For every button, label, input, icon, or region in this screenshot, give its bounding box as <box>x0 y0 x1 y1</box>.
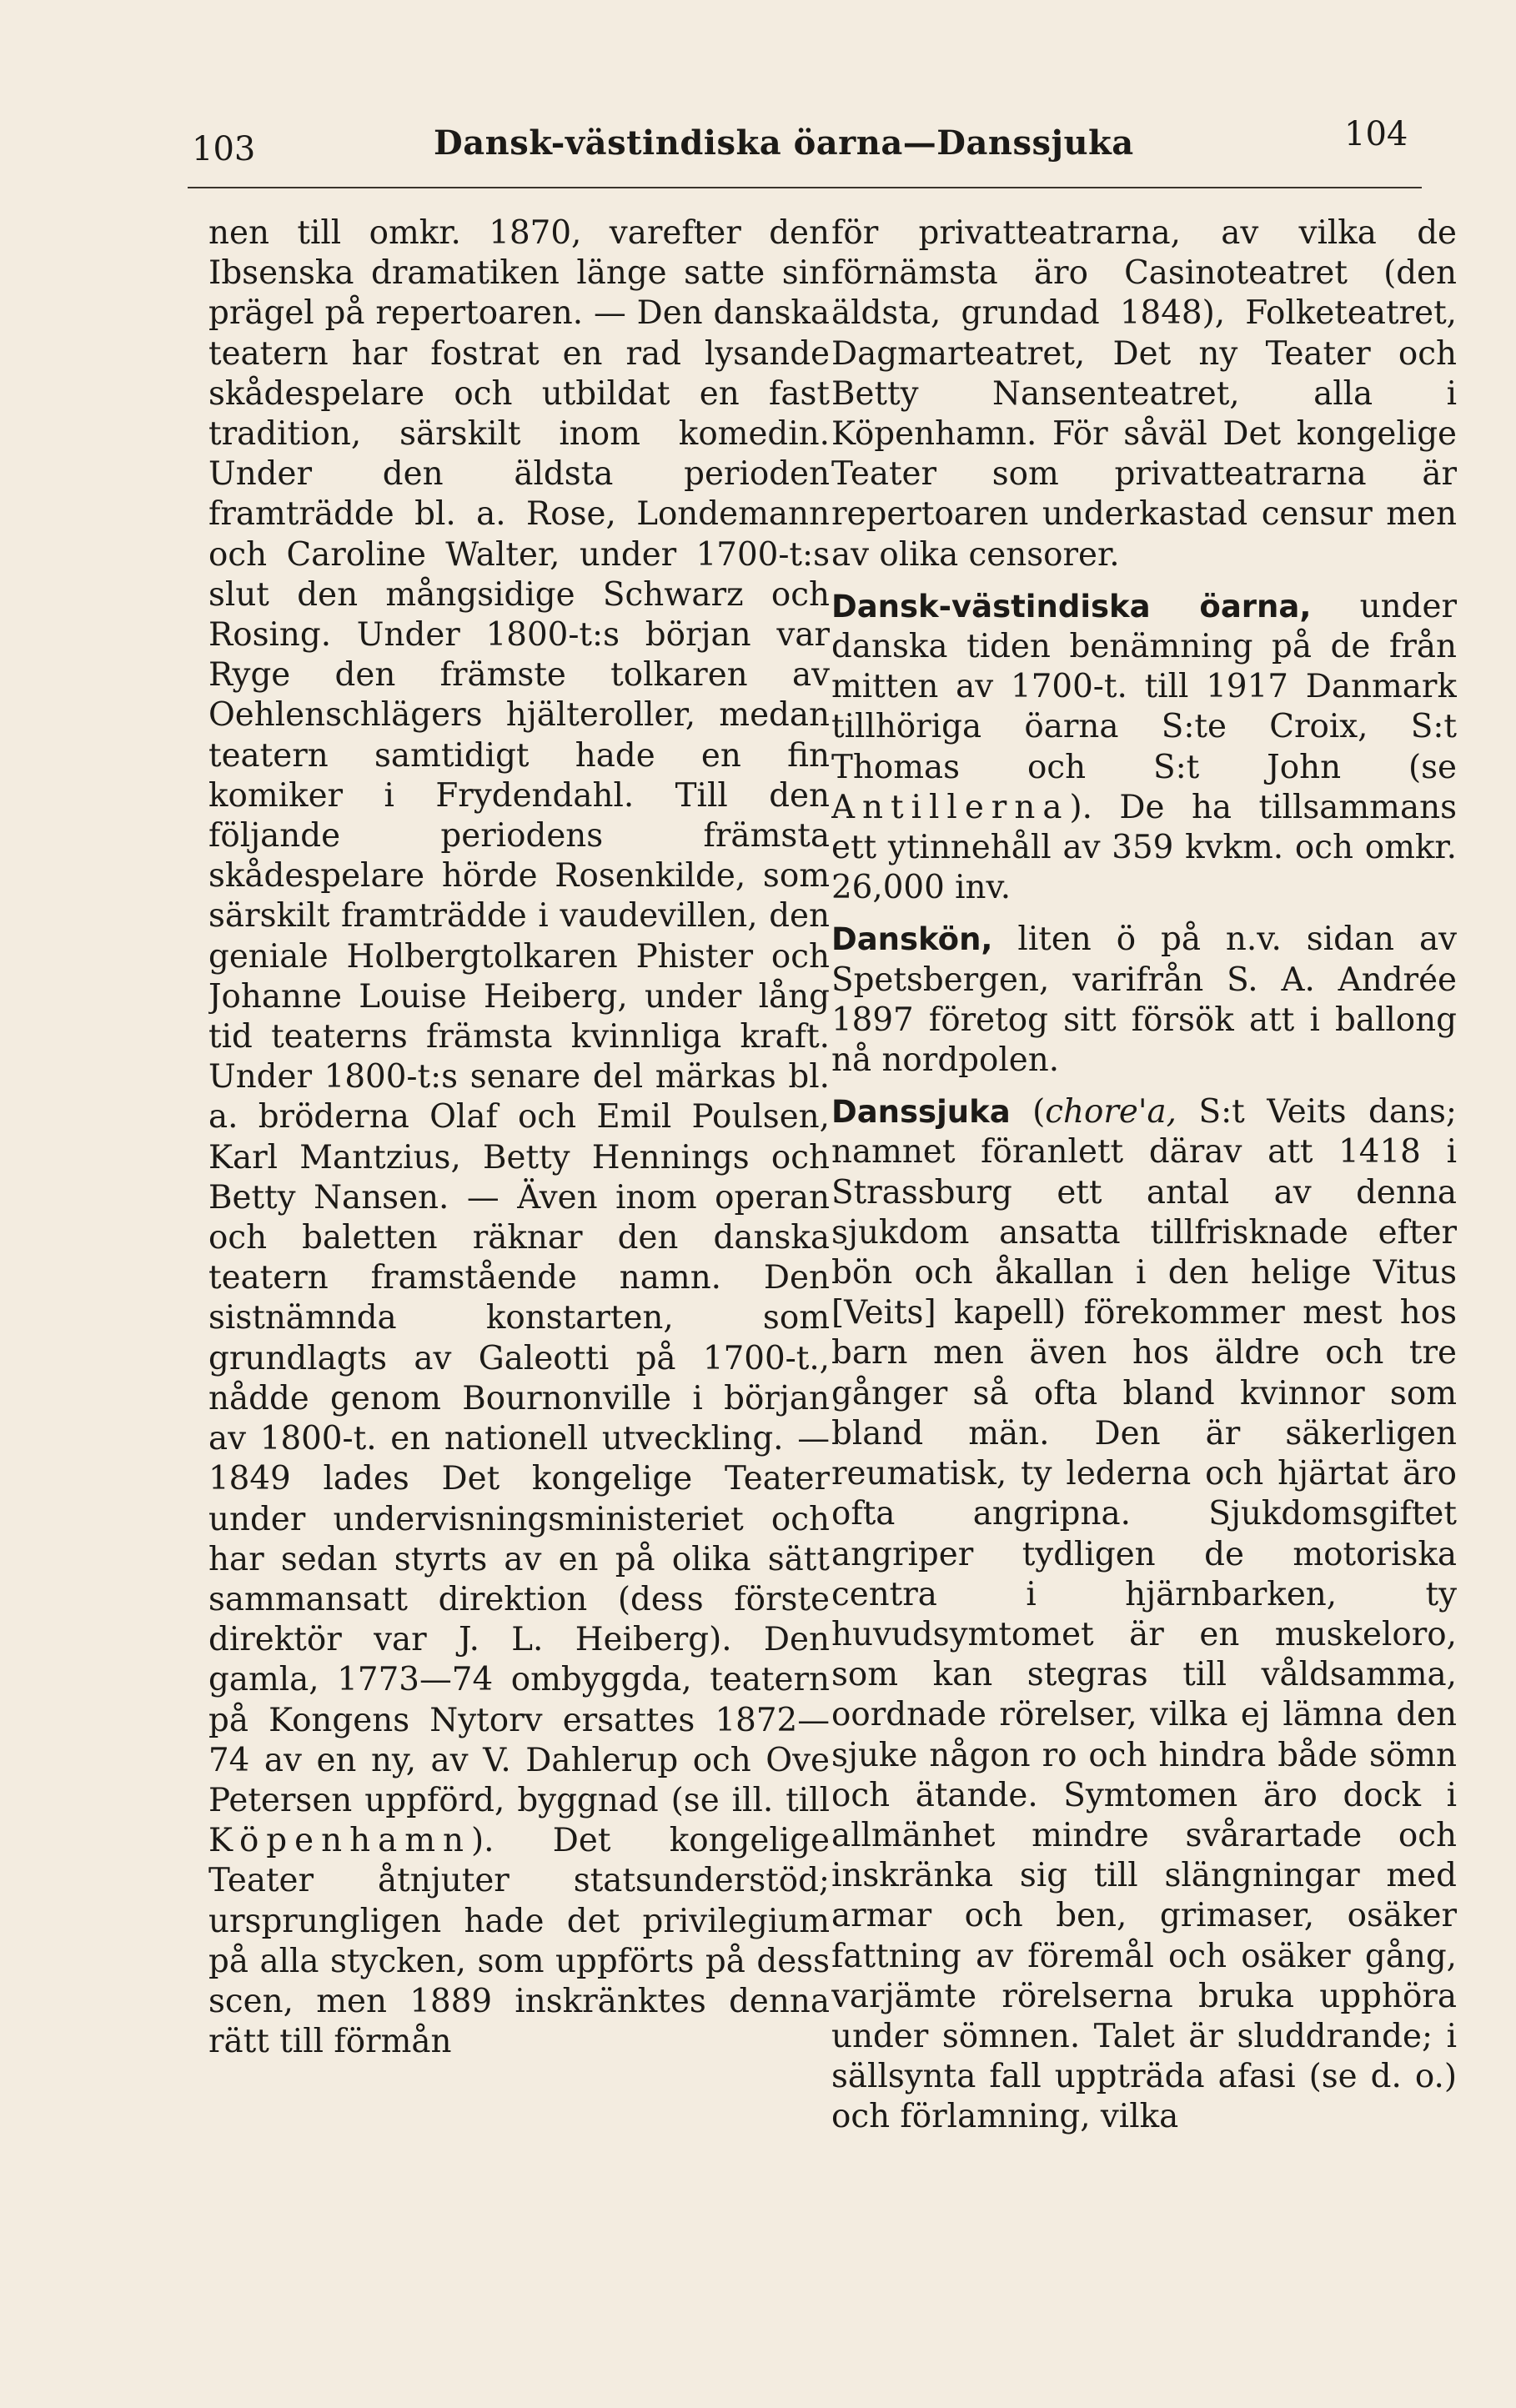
etymology: chore'a, <box>1045 1093 1177 1131</box>
left-text: nen till omkr. 1870, varefter den Ibsenska dramatiken länge satte sin prägel på repertoaren. — Den danska teatern har fostrat en rad lysande skådespelare och utbildat en fast tradition, särskilt inom komedin. Under den äldsta perioden framträdde bl. a. Rose, Londemann och Caroline Walter, under 1700-t:s slut den mångsidige Schwarz och Rosing. Under 1800-t:s början var Ryge den främste tolkaren av Oehlenschlägers hjälteroller, medan teatern samtidigt hade en fin komiker i Frydendahl. Till den följande periodens främsta skådespelare hörde Rosenkilde, som särskilt framträdde i vaudevillen, den geniale Holbergtolkaren Phister och Johanne Louise Heiberg, under lång tid teaterns främsta kvinnliga kraft. Under 1800-t:s senare del märkas bl. a. bröderna Olaf och Emil Poulsen, Karl Mantzius, Betty Hennings och Betty Nansen. — Även inom operan och baletten räknar den danska teatern framstående namn. Den sistnämnda konstarten, som grundlagts av Galeotti på 1700-t., nådde genom Bournonville i början av 1800-t. en nationell utveckling. — 1849 lades Det kongelige Teater under undervisningsministeriet och har sedan styrts av en på olika sätt sammansatt direktion (dess förste direktör var J. L. Heiberg). Den gamla, 1773—74 ombyggda, teatern på Kongens Nytorv ersattes 1872—74 av en ny, av V. Dahlerup och Ove Petersen uppförd, byggnad (se ill. till <box>208 214 830 1819</box>
entry-danssjuka: Danssjuka (chore'a, S:t Veits dans; namnet föranlett därav att 1418 i Strassburg ett antal av denna sjukdom ansatta tillfrisknade efter bön och åkallan i den helige Vitus [Veits] kapell) förekommer mest hos barn men även hos äldre och tre gånger så ofta bland kvinnor som bland män. Den är säkerligen reumatisk, ty lederna och hjärtat äro ofta angripna. Sjukdomsgiftet angriper tydligen de motoriska centra i hjärnbarken, ty huvudsymtomet är en muskeloro, som kan stegras till våldsamma, oordnade rörelser, vilka ej lämna den sjuke någon ro och hindra både sömn och ätande. Symtomen äro dock i allmänhet mindre svårartade och inskränka sig till slängningar med armar och ben, grimaser, osäker fattning av föremål och osäker gång, varjämte rörelserna bruka upphöra under sömnen. Talet är sluddrande; i sällsynta fall uppträda afasi (se d. o.) och förlamning, vilka <box>831 1093 1457 2136</box>
left-column <box>208 213 830 2348</box>
headword: Danssjuka <box>831 1094 1011 1131</box>
headword: Danskön, <box>831 921 993 958</box>
xref-kopenhamn: Köpenhamn <box>208 1822 471 1860</box>
entry-body: under danska tiden benämning på de från mitten av 1700-t. till 1917 Danmark tillhöriga öarna S:te Croix, S:t Thomas och S:t John (se <box>831 587 1457 786</box>
running-header: Dansk-västindiska öarna—Danssjuka <box>434 123 1134 163</box>
right-column <box>831 213 1457 2348</box>
entry-dansk-vastindiska <box>831 587 1457 909</box>
entry-body-after: ). De ha tillsammans ett ytinnehåll av 359 kvkm. och omkr. 26,000 inv. <box>831 788 1457 907</box>
xref-antillerna: Antillerna <box>831 788 1070 826</box>
header-rule <box>188 187 1422 188</box>
left-text-after: ). Det kongelige Teater åtnjuter statsunderstöd; ursprungligen hade det privilegium på alla stycken, som uppförts på dess scen, men 1889 inskränktes denna rätt till förmån <box>208 1822 830 2061</box>
page-number-left: 103 <box>192 130 256 168</box>
entry-body: liten ö på n.v. sidan av Spetsbergen, varifrån S. A. Andrée 1897 företog sitt försök att i ballong nå nordpolen. <box>831 921 1457 1080</box>
headword: Dansk-västindiska öarna, <box>831 588 1312 625</box>
page-number-right: 104 <box>1344 115 1408 153</box>
left-column-paragraph <box>208 213 830 2062</box>
entry-danskon <box>831 920 1457 1081</box>
continuation-paragraph: för privatteatrarna, av vilka de förnämsta äro Casinoteatret (den äldsta, grundad 1848), Folketeatret, Dagmarteatret, Det ny Teater och Betty Nansenteatret, alla i Köpenhamn. För såväl Det kongelige Teater som privatteatrarna är repertoaren underkastad censur men av olika censorer. <box>831 214 1457 574</box>
entry-body: S:t Veits dans; namnet föranlett därav att 1418 i Strassburg ett antal av denna sjukdom ansatta tillfrisknade efter bön och åkallan i den helige Vitus [Veits] kapell) förekommer mest hos barn men även hos äldre och tre gånger så ofta bland kvinnor som bland män. Den är säkerligen reumatisk, ty lederna och hjärtat äro ofta angripna. Sjukdomsgiftet angriper tydligen de motoriska centra i hjärnbarken, ty huvudsymtomet är en muskeloro, som kan stegras till våldsamma, oordnade rörelser, vilka ej lämna den sjuke någon ro och hindra både sömn och ätande. Symtomen äro dock i allmänhet mindre svårartade och inskränka sig till slängningar med armar och ben, grimaser, osäker fattning av föremål och osäker gång, varjämte rörelserna bruka upphöra under sömnen. Talet är sluddrande; i sällsynta fall uppträda afasi (se d. o.) och förlamning, vilka <box>831 1093 1457 2136</box>
